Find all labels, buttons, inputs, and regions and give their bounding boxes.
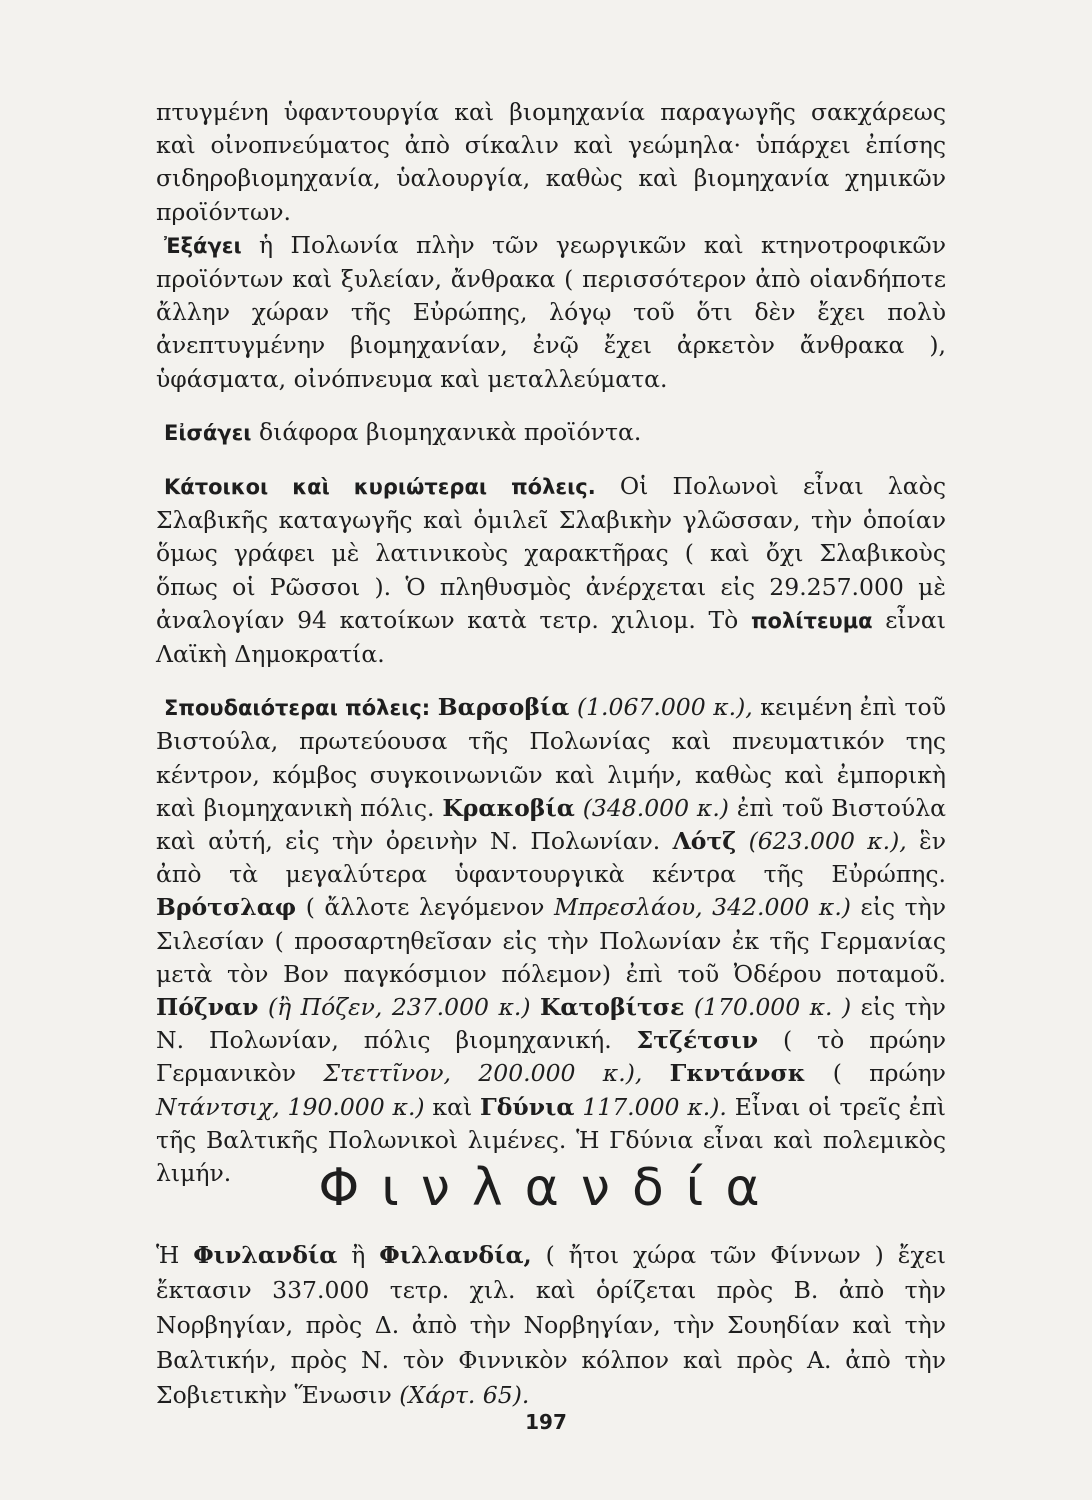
krakow-population: (348.000 κ.): [582, 793, 729, 822]
szczecin-text: ( τὸ πρώην Γερμανικὸν: [156, 1026, 946, 1088]
lodz-population: (623.000 κ.),: [748, 827, 907, 856]
finland-text-1: ἢ: [337, 1241, 380, 1269]
paragraph-inhabitants: [156, 470, 946, 671]
finland-alt-name: Φιλλανδία,: [379, 1241, 532, 1269]
gdansk-text-2: καὶ: [424, 1092, 481, 1121]
city-krakow: Κρακοβία: [442, 793, 575, 822]
city-lodz: Λότζ: [672, 827, 737, 856]
regime-text: εἶναι Λαϊκὴ Δημοκρατία.: [156, 605, 946, 669]
szczecin-alt-name: Στεττῖνον, 200.000 κ.),: [323, 1059, 643, 1088]
gdansk-alt-name: Ντάντσιχ, 190.000 κ.): [156, 1092, 425, 1121]
katowice-population: (170.000 κ. ): [693, 993, 852, 1022]
poznan-population: (ἢ Πόζεν, 237.000 κ.): [267, 993, 531, 1022]
warsaw-population: (1.067.000 κ.),: [576, 693, 753, 722]
city-poznan: Πόζναν: [156, 993, 259, 1022]
city-gdansk: Γκντάνσκ: [669, 1059, 806, 1088]
finland-text-2: ( ἤτοι χώρα τῶν Φίννων ) ἔχει ἔκτασιν 337.000 τετρ. χιλ. καὶ ὁρίζεται πρὸς Β. ἀπὸ τὴν Νορβηγίαν, πρὸς Δ. ἀπὸ τὴν Νορβηγίαν, τὴν Σουηδίαν καὶ τὴν Βαλτικήν, πρὸς Ν. τὸν Φιννικὸν κόλπον καὶ πρὸς Α. ἀπὸ τὴν Σοβιετικὴν Ἕνωσιν: [156, 1241, 946, 1409]
warsaw-text: κειμένη ἐπὶ τοῦ Βιστούλα, πρωτεύουσα τῆς Πολωνίας καὶ πνευματικόν της κέντρον, κόμβος συγκοινωνιῶν καὶ λιμήν, καθὼς καὶ ἐμπορικὴ καὶ βιομηχανικὴ πόλις.: [156, 693, 946, 822]
city-warsaw: Βαρσοβία: [437, 693, 570, 722]
finland-text-0: Ἡ: [156, 1241, 194, 1269]
wroclaw-text-2: εἰς τὴν Σιλεσίαν ( προσαρτηθεῖσαν εἰς τὴν Πολωνίαν ἐκ τῆς Γερμανίας μετὰ τὸν Βον παγκόσμιον πόλεμον) ἐπὶ τοῦ Ὀδέρου ποταμοῦ.: [156, 893, 947, 988]
cities-label: Σπουδαιότεραι πόλεις:: [164, 696, 431, 721]
inhabitants-label: Κάτοικοι καὶ κυριώτεραι πόλεις.: [164, 475, 596, 500]
finland-name: Φινλανδία: [193, 1241, 338, 1269]
imports-text: διάφορα βιομηχανικὰ προϊόντα.: [251, 417, 642, 446]
wroclaw-alt-name: Μπρεσλάου, 342.000 κ.): [553, 893, 851, 922]
inhabitants-text: Οἱ Πολωνοὶ εἶναι λαὸς Σλαβικῆς καταγωγῆς καὶ ὁμιλεῖ Σλαβικὴν γλῶσσαν, τὴν ὁποίαν ὅμως γράφει μὲ λατινικοὺς χαρακτῆρας ( καὶ ὄχι Σλαβικοὺς ὅπως οἱ Ρῶσσοι ). Ὁ πληθυσμὸς ἀνέρχεται εἰς 29.257.000 μὲ ἀναλογίαν 94 κατοίκων κατὰ τετρ. χιλιομ. Τὸ: [156, 472, 946, 634]
imports-label: Εἰσάγει: [164, 420, 252, 445]
cities-end-text: Εἶναι οἱ τρεῖς ἐπὶ τῆς Βαλτικῆς Πολωνικοὶ λιμένες. Ἡ Γδύνια εἶναι καὶ πολεμικὸς λιμήν.: [156, 1092, 946, 1188]
katowice-text: εἰς τὴν Ν. Πολωνίαν, πόλις βιομηχανική.: [156, 993, 946, 1055]
gdansk-text: ( πρώην: [805, 1059, 946, 1088]
city-katowice: Κατοβίτσε: [539, 993, 685, 1022]
lodz-text: ἓν ἀπὸ τὰ μεγαλύτερα ὑφαντουργικὰ κέντρα τῆς Εὐρώπης.: [156, 827, 946, 889]
map-reference: (Χάρτ. 65).: [399, 1381, 530, 1409]
paragraph-industry: πτυγμένη ὑφαντουργία καὶ βιομηχανία παραγωγῆς σακχάρεως καὶ οἰνοπνεύματος ἀπὸ σίκαλιν καὶ γεώμηλα· ὑπάρχει ἐπίσης σιδηροβιομηχανία, ὑαλουργία, καθὼς καὶ βιομηχανία χημικῶν προϊόντων.: [156, 98, 946, 226]
finland-text: [156, 1238, 946, 1413]
page-number: 197: [525, 1410, 567, 1434]
wroclaw-text: ( ἄλλοτε λεγόμενον: [296, 893, 554, 922]
regime-label: πολίτευμα: [750, 608, 873, 633]
krakow-text: ἐπὶ τοῦ Βιστούλα καὶ αὐτή, εἰς τὴν ὀρεινὴν Ν. Πολωνίαν.: [156, 793, 946, 856]
paragraph-cities: [156, 691, 946, 1190]
exports-text: ἡ Πολωνία πλὴν τῶν γεωργικῶν καὶ κτηνοτροφικῶν προϊόντων καὶ ξυλείαν, ἄνθρακα ( περισσότερον ἀπὸ οἱανδήποτε ἄλλην χώραν τῆς Εὐρώπης, λόγῳ τοῦ ὅτι δὲν ἔχει πολὺ ἀνεπτυγμένην βιομηχανίαν, ἐνῷ ἔχει ἀρκετὸν ἄνθρακα ), ὑφάσματα, οἰνόπνευμα καὶ μεταλλεύματα.: [156, 230, 946, 393]
exports-label: Ἐξάγει: [164, 233, 242, 258]
paragraph-exports: [156, 229, 946, 396]
gdynia-population: 117.000 κ.).: [582, 1092, 727, 1121]
city-szczecin: Στζέτσιν: [636, 1026, 759, 1055]
paragraph-imports: [156, 416, 946, 450]
section-heading-finland: Φινλανδία: [318, 1158, 782, 1218]
city-wroclaw: Βρότσλαφ: [156, 893, 297, 922]
paragraph-finland: [156, 1238, 946, 1413]
city-gdynia: Γδύνια: [480, 1092, 575, 1121]
poland-text: [156, 96, 946, 1190]
